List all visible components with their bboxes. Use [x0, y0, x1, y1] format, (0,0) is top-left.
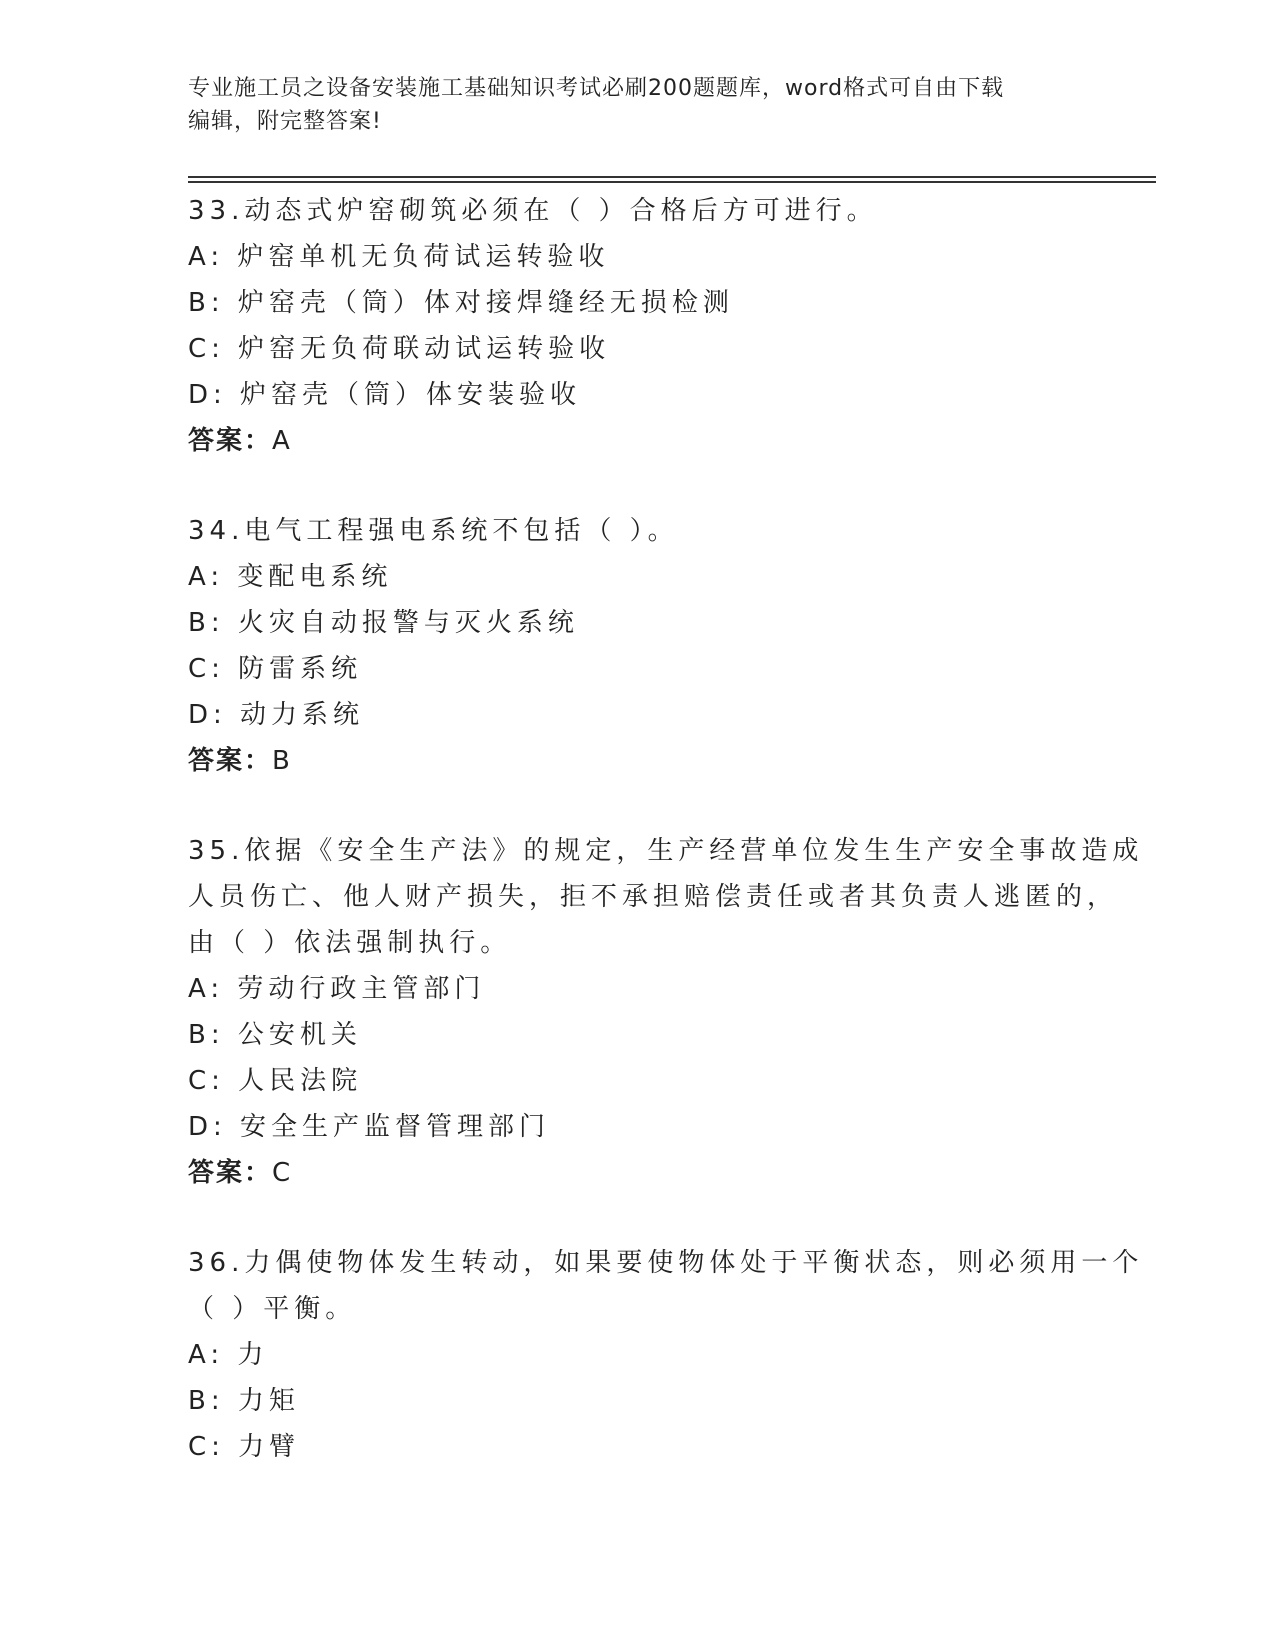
question-stem-line: 35.依据《安全生产法》的规定，生产经营单位发生生产安全事故造成: [188, 836, 1144, 866]
document-header: [188, 72, 1088, 138]
option-b: B: 炉窑壳（筒）体对接焊缝经无损检测: [188, 288, 734, 318]
option-a: A: 力: [188, 1340, 269, 1370]
option-d: D: 安全生产监督管理部门: [188, 1112, 551, 1142]
question-stem: [188, 828, 1156, 966]
option-a: A: 炉窑单机无负荷试运转验收: [188, 242, 610, 272]
answer-value: A: [272, 426, 290, 456]
question-stem-line: 34.电气工程强电系统不包括（ ）。: [188, 516, 679, 546]
option-c: C: 防雷系统: [188, 654, 363, 684]
option-a: A: 变配电系统: [188, 562, 393, 592]
header-line-2: 编辑，附完整答案!: [188, 109, 382, 134]
question-stem-line: 人员伤亡、他人财产损失，拒不承担赔偿责任或者其负责人逃匿的，: [188, 882, 1119, 912]
question-stem-line: 33.动态式炉窑砌筑必须在（ ）合格后方可进行。: [188, 196, 878, 226]
header-line-1: 专业施工员之设备安装施工基础知识考试必刷200题题库，word格式可自由下载: [188, 76, 1005, 101]
header-divider-bottom: [188, 181, 1156, 183]
question-35: [188, 828, 1156, 1196]
question-36: [188, 1240, 1156, 1470]
answer-line: [188, 738, 1156, 784]
question-34: [188, 508, 1156, 784]
option-b: B: 火灾自动报警与灭火系统: [188, 608, 579, 638]
question-stem-line: （ ）平衡。: [188, 1294, 357, 1324]
answer-label: 答案：: [188, 426, 273, 456]
answer-value: B: [272, 746, 290, 776]
header-divider-top: [188, 176, 1156, 178]
option-c: C: 炉窑无负荷联动试运转验收: [188, 334, 611, 364]
option-c: C: 人民法院: [188, 1066, 363, 1096]
answer-value: C: [272, 1158, 291, 1188]
option-d: D: 炉窑壳（筒）体安装验收: [188, 380, 582, 410]
question-stem-line: 由（ ）依法强制执行。: [188, 928, 512, 958]
answer-line: [188, 1150, 1156, 1196]
question-stem: [188, 508, 1156, 554]
question-33: [188, 188, 1156, 464]
option-b: B: 公安机关: [188, 1020, 362, 1050]
question-list: [188, 188, 1156, 1514]
answer-label: 答案：: [188, 746, 273, 776]
answer-line: [188, 418, 1156, 464]
option-d: D: 动力系统: [188, 700, 365, 730]
question-stem-line: 36.力偶使物体发生转动，如果要使物体处于平衡状态，则必须用一个: [188, 1248, 1144, 1278]
question-stem: [188, 188, 1156, 234]
option-a: A: 劳动行政主管部门: [188, 974, 486, 1004]
option-c: C: 力臂: [188, 1432, 301, 1462]
option-b: B: 力矩: [188, 1386, 300, 1416]
answer-label: 答案：: [188, 1158, 273, 1188]
question-stem: [188, 1240, 1156, 1332]
